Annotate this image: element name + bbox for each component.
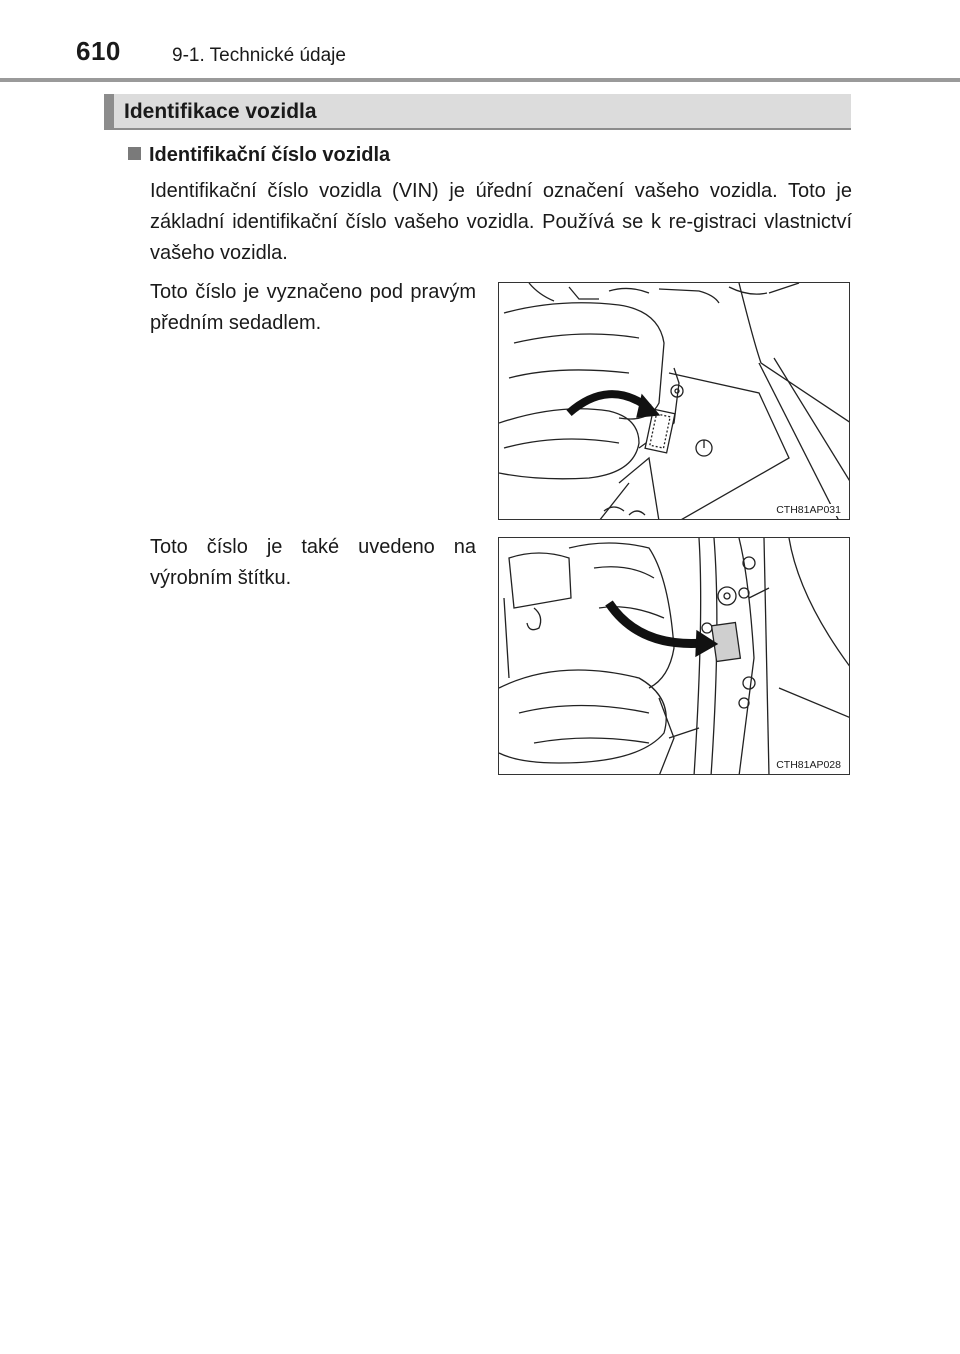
- figure-under-seat: [498, 282, 850, 520]
- chapter-title: 9-1. Technické údaje: [172, 45, 346, 66]
- subsection-title: Identifikační číslo vozidla: [149, 144, 391, 166]
- figure-code: CTH81AP028: [776, 759, 841, 771]
- seat-floor-illustration: [499, 283, 850, 520]
- section-title: Identifikace vozidla: [124, 100, 317, 123]
- item-text-label: Toto číslo je také uvedeno na výrobním štítku.: [150, 536, 476, 589]
- square-bullet-icon: [128, 147, 141, 160]
- body-paragraph: Identifikační číslo vozidla (VIN) je úřední označení vašeho vozidla. Toto je základní identifikační číslo vašeho vozidla. Používá se k re-gistraci vlastnictví vašeho vozidla.: [150, 180, 852, 264]
- item-text-under-seat: Toto číslo je vyznačeno pod pravým předním sedadlem.: [150, 281, 476, 334]
- header-rule: [0, 78, 960, 82]
- door-pillar-illustration: [499, 538, 850, 775]
- figure-code: CTH81AP031: [776, 504, 841, 516]
- page-number: 610: [76, 36, 121, 66]
- figure-door-pillar: [498, 537, 850, 775]
- subsection-heading: [128, 144, 390, 167]
- section-header: [104, 94, 851, 130]
